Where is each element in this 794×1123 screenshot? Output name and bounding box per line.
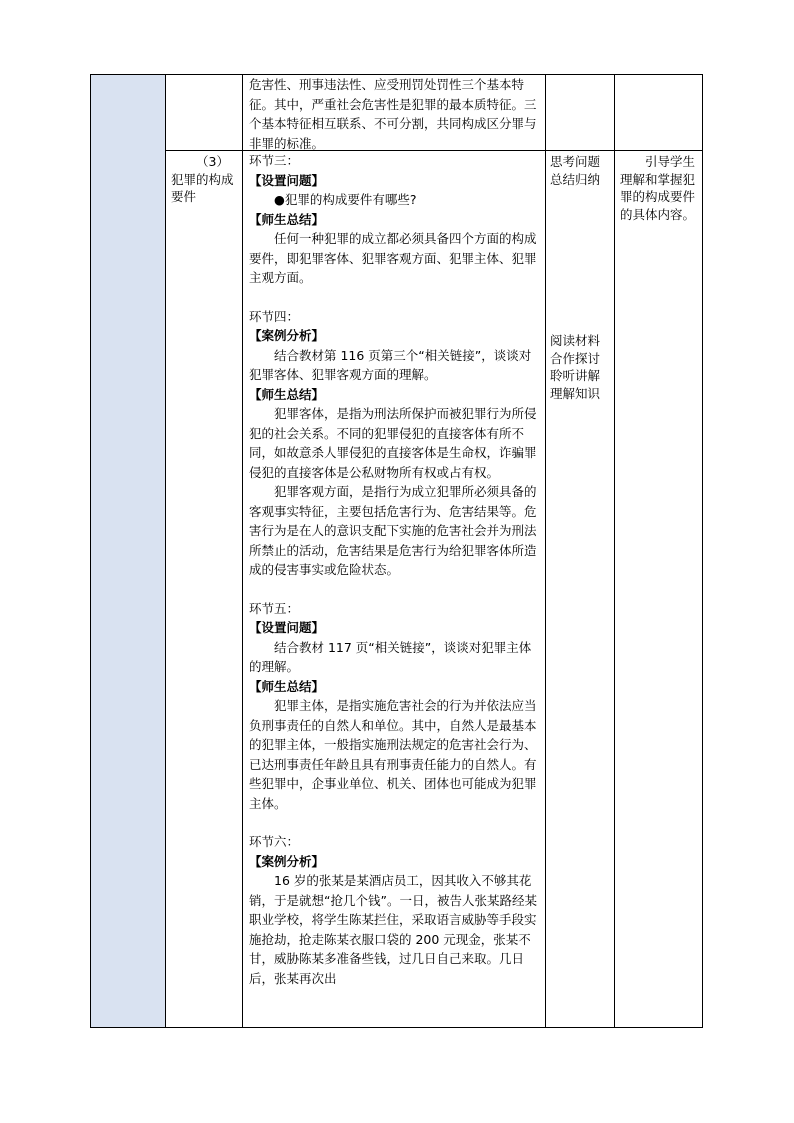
- step5-title: 环节五：: [249, 600, 300, 616]
- step4-heading-summary: 【师生总结】: [249, 386, 325, 402]
- step3-title: 环节三：: [249, 153, 300, 168]
- step5-heading-summary: 【师生总结】: [249, 678, 325, 694]
- step5-task: 结合教材 117 页“相关链接”，谈谈对犯罪主体的理解。: [249, 639, 532, 674]
- section-column-shaded: [91, 75, 166, 1027]
- student-activity-2: 阅读材料合作探讨聆听讲解理解知识: [550, 333, 601, 401]
- step4-summary-objective: 犯罪客观方面，是指行为成立犯罪所必须具备的客观事实特征，主要包括危害行为、危害结果等。危害行为是在人的意识支配下实施的危害社会并为刑法所禁止的活动，危害结果是危害行为给犯罪客体所造成的侵害事实或危险状态。: [249, 484, 537, 577]
- step5-heading-question: 【设置问题】: [249, 620, 325, 635]
- step4-heading-case: 【案例分析】: [249, 328, 325, 343]
- column-divider: [545, 75, 546, 1027]
- row1-content-cell: [249, 75, 539, 153]
- step4-summary-object: 犯罪客体，是指为刑法所保护而被犯罪行为所侵犯的社会关系。不同的犯罪侵犯的直接客体有所不同，如故意杀人罪侵犯的直接客体是生命权，诈骗罪侵犯的直接客体是公私财物所有权或占有权。: [249, 406, 537, 480]
- step5-summary: 犯罪主体，是指实施危害社会的行为并依法应当负刑事责任的自然人和单位。其中，自然人是最基本的犯罪主体，一般指实施刑法规定的危害社会行为、已达刑事责任年龄且具有刑事责任能力的自然人。有些犯罪中，企事业单位、机关、团体也可能成为犯罪主体。: [249, 698, 537, 811]
- step3-heading-question: 【设置问题】: [249, 172, 325, 188]
- column-divider: [242, 75, 243, 1027]
- step4-title: 环节四：: [249, 308, 300, 324]
- row1-content-text: 危害性、刑事违法性、应受刑罚处罚性三个基本特征。其中，严重社会危害性是犯罪的最本质特征。三个基本特征相互联系、不可分割，共同构成区分罪与非罪的标准。: [249, 77, 537, 151]
- step6-case: 16 岁的张某是某酒店员工，因其收入不够其花销，于是就想“抢几个钱”。一日，被告人张某路经某职业学校，将学生陈某拦住，采取语言威胁等手段实施抢劫，抢走陈某衣服口袋的 200 元现金，张某不甘，威胁陈某多准备些钱，过几日自己来取。几日后，张某再次出: [249, 873, 537, 986]
- intent-cell: [620, 153, 698, 223]
- step4-task: 结合教材第 116 页第三个“相关链接”，谈谈对犯罪客体、犯罪客观方面的理解。: [249, 347, 532, 382]
- topic-cell: [171, 153, 239, 206]
- topic-title: 犯罪的构成要件: [171, 171, 234, 204]
- step3-summary: 任何一种犯罪的成立都必须具备四个方面的构成要件，即犯罪客体、犯罪客观方面、犯罪主体、犯罪主观方面。: [249, 231, 537, 285]
- step6-title: 环节六：: [249, 834, 300, 849]
- design-intent: 引导学生理解和掌握犯罪的构成要件的具体内容。: [620, 154, 696, 222]
- student-activity-1: 思考问题总结归纳: [550, 154, 601, 187]
- activity-cell-1: [550, 153, 610, 188]
- step6-heading-case: 【案例分析】: [249, 853, 325, 869]
- activity-cell-2: [550, 332, 610, 402]
- step3-heading-summary: 【师生总结】: [249, 211, 325, 227]
- main-content-cell: [249, 151, 539, 988]
- step3-question: ●犯罪的构成要件有哪些?: [274, 192, 417, 207]
- topic-number: （3）: [196, 154, 229, 169]
- lesson-plan-table: [90, 74, 703, 1028]
- column-divider: [614, 75, 615, 1027]
